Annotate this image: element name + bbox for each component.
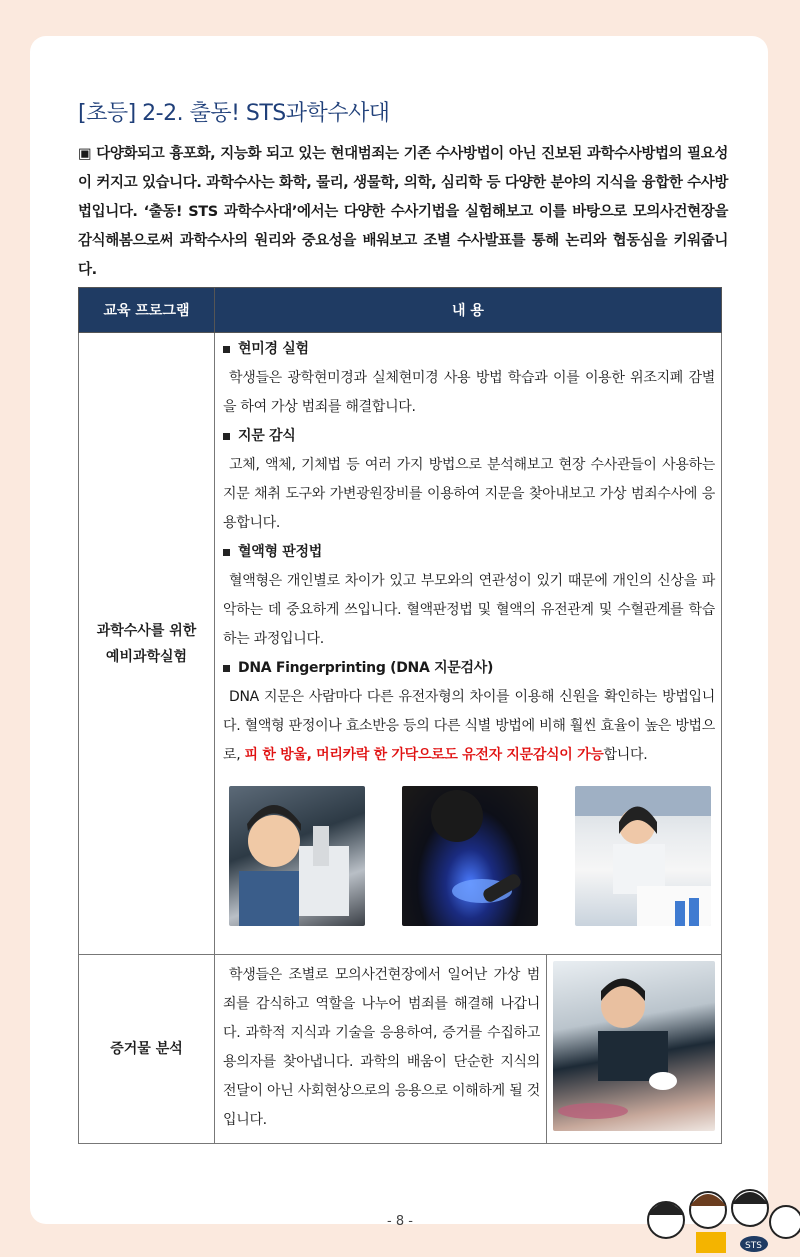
category-label: 증거물 분석 xyxy=(110,1041,183,1057)
mascot-illustration xyxy=(636,1160,800,1253)
section-heading: 혈액형 판정법 xyxy=(223,538,715,567)
header-content: 내 용 xyxy=(215,288,722,333)
square-bullet-icon xyxy=(223,665,230,672)
program-table xyxy=(78,287,722,1144)
intro-paragraph: ▣ 다양화되고 흉포화, 지능화 되고 있는 현대범죄는 기존 수사방법이 아닌 진보된 과학수사방법의 필요성이 커지고 있습니다. 과학수사는 화학, 물리, 생물학, 의학, 심리학 등 다양한 분야의 지식을 융합한 수사방법입니다. ‘출동! STS 과학수사대’에서는 다양한 수사기법을 실험해보고 이를 바탕으로 모의사건현장을 감식해봄으로써 과학수사의 원리와 중요성을 배워보고 조별 수사발표를 통해 논리와 협동심을 키워줍니다. xyxy=(78,146,728,278)
header-program: 교육 프로그램 xyxy=(79,288,215,333)
content-cell xyxy=(215,333,722,955)
highlight-text: 피 한 방울, 머리카락 한 가닥으로도 유전자 지문감식이 가능 xyxy=(244,747,604,763)
fingerprint-uv-photo xyxy=(402,786,538,926)
section-heading: 지문 감식 xyxy=(223,422,715,451)
pipette-photo xyxy=(575,786,711,926)
evidence-photo xyxy=(553,961,715,1131)
table-row xyxy=(79,333,722,955)
table-row xyxy=(79,955,722,1144)
section-body: 고체, 액체, 기체법 등 여러 가지 방법으로 분석해보고 현장 수사관들이 사용하는 지문 채취 도구와 가변광원장비를 이용하여 지문을 찾아내보고 가상 범죄수사에 응용합니다. xyxy=(223,457,715,531)
section-body: 학생들은 광학현미경과 실체현미경 사용 방법 학습과 이를 이용한 위조지폐 감별을 하여 가상 범죄를 해결합니다. xyxy=(223,370,715,415)
mascot-badge: STS xyxy=(745,1241,762,1251)
category-label: 과학수사를 위한 예비과학실험 xyxy=(96,622,197,665)
square-bullet-icon xyxy=(223,346,230,353)
square-bullet-icon xyxy=(223,433,230,440)
section-heading: DNA Fingerprinting (DNA 지문검사) xyxy=(223,654,715,683)
content-cell xyxy=(215,955,722,1144)
photo-strip xyxy=(215,770,721,954)
page-number: - 8 - xyxy=(387,1214,413,1229)
section-title: [초등] 2-2. 출동! STS과학수사대 xyxy=(78,101,390,126)
section-body: 혈액형은 개인별로 차이가 있고 부모와의 연관성이 있기 때문에 개인의 신상을 파악하는 데 중요하게 쓰입니다. 혈액판정법 및 혈액의 유전관계 및 수혈관계를 학습하는 과정입니다. xyxy=(223,573,715,647)
microscope-photo xyxy=(229,786,365,926)
category-evidence xyxy=(79,955,215,1144)
category-prelab xyxy=(79,333,215,955)
section-body: DNA 지문은 사람마다 다른 유전자형의 차이를 이용해 신원을 확인하는 방법입니다. 혈액형 판정이나 효소반응 등의 다른 식별 방법에 비해 훨씬 효율이 높은 방법으로, 피 한 방울, 머리카락 한 가닥으로도 유전자 지문감식이 가능합니다. xyxy=(223,689,715,763)
evidence-body: 학생들은 조별로 모의사건현장에서 일어난 가상 범죄를 감식하고 역할을 나누어 범죄를 해결해 나갑니다. 과학적 지식과 기술을 응용하여, 증거를 수집하고 용의자를 찾아냅니다. 과학의 배움이 단순한 지식의 전달이 아닌 사회현상으로의 응용으로 이해하게 될 것입니다. xyxy=(215,955,547,1143)
section-heading: 현미경 실험 xyxy=(223,335,715,364)
square-bullet-icon xyxy=(223,549,230,556)
